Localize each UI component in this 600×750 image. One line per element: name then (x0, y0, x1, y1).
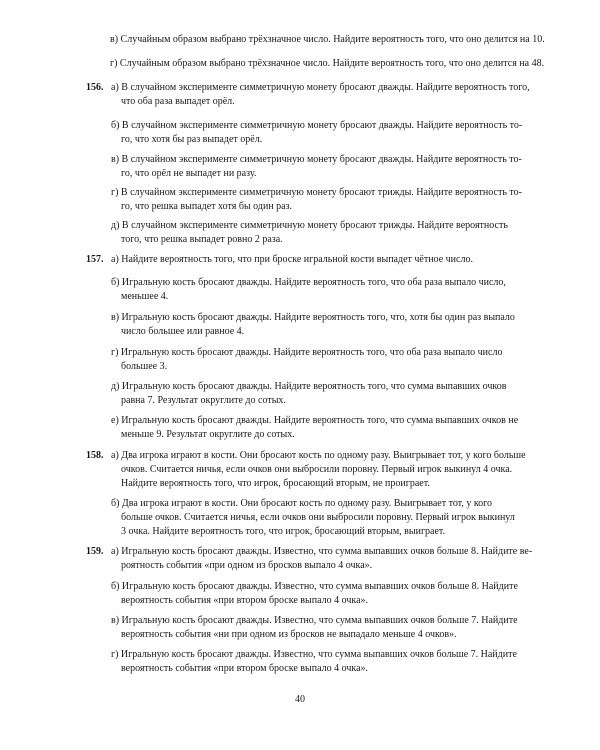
problem-156-item-a-line-2: что оба раза выпадет орёл. (121, 96, 235, 107)
problem-157-item-b-line-2: меньшее 4. (121, 291, 169, 302)
problem-157-item-g-line-1: г) Игральную кость бросают дважды. Найдите вероятность того, что оба раза выпало число (111, 347, 503, 358)
problem-158-item-b-line-1: б) Два игрока играют в кости. Они бросают кость по одному разу. Выигрывает тот, у кого (111, 498, 493, 509)
problem-156-item-v-line-2: го, что орёл не выпадет ни разу. (121, 168, 257, 179)
problem-159-item-g-line-1: г) Игральную кость бросают дважды. Известно, что сумма выпавших очков больше 7. Найдите (111, 649, 517, 660)
page-number: 40 (295, 694, 305, 705)
problem-number-158: 158. (86, 450, 104, 461)
problem-157-item-a-line-1: а) Найдите вероятность того, что при броске игральной кости выпадет чётное число. (111, 254, 473, 265)
problem-156-item-g-line-1: г) В случайном эксперименте симметричную монету бросают трижды. Найдите вероятность то- (111, 187, 522, 198)
problem-159-item-a-line-2: роятность события «при одном из бросков выпало 4 очка». (121, 560, 373, 571)
problem-156-item-d-line-1: д) В случайном эксперименте симметричную монету бросают трижды. Найдите вероятность (111, 220, 508, 231)
problem-156-item-d-line-2: того, что решка выпадет ровно 2 раза. (121, 234, 283, 245)
problem-158-item-b-line-3: 3 очка. Найдите вероятность того, что игрок, бросающий вторым, выиграет. (121, 526, 446, 537)
problem-number-156: 156. (86, 82, 104, 93)
problem-159-item-a-line-1: а) Игральную кость бросают дважды. Известно, что сумма выпавших очков больше 8. Найдите ве- (111, 546, 533, 557)
problem-156-item-v-line-1: в) В случайном эксперименте симметричную монету бросают дважды. Найдите вероятность то- (111, 154, 522, 165)
problem-159-item-v-line-2: вероятность события «ни при одном из бросков не выпадало меньше 4 очков». (121, 629, 457, 640)
problem-159-item-g-line-2: вероятность события «при втором броске выпало 4 очка». (121, 663, 369, 674)
problem-156-item-b-line-2: го, что хотя бы раз выпадет орёл. (121, 134, 263, 145)
problem-157-item-b-line-1: б) Игральную кость бросают дважды. Найдите вероятность того, что оба раза выпало число, (111, 277, 506, 288)
problem-157-item-e-line-1: е) Игральную кость бросают дважды. Найдите вероятность того, что сумма выпавших очков не (111, 415, 519, 426)
problem-158-item-a-line-3: Найдите вероятность того, что игрок, бросающий вторым, не проиграет. (121, 478, 430, 489)
problem-157-item-v-line-2: число большее или равное 4. (121, 326, 245, 337)
problem-159-item-b-line-1: б) Игральную кость бросают дважды. Известно, что сумма выпавших очков больше 8. Найдите (111, 581, 518, 592)
problem-159-item-b-line-2: вероятность события «при втором броске выпало 4 очка». (121, 595, 369, 606)
problem-157-item-v-line-1: в) Игральную кость бросают дважды. Найдите вероятность того, что, хотя бы один раз выпало (111, 312, 515, 323)
problem-157-item-g-line-2: большее 3. (121, 361, 168, 372)
problem-159-item-v-line-1: в) Игральную кость бросают дважды. Известно, что сумма выпавших очков больше 7. Найдите (111, 615, 518, 626)
problem-155-item-v-line-1: в) Случайным образом выбрано трёхзначное число. Найдите вероятность того, что оно делится на 10. (110, 34, 545, 45)
problem-number-157: 157. (86, 254, 104, 265)
problem-158-item-a-line-2: очков. Считается ничья, если очков они выбросили поровну. Первый игрок выкинул 4 очка. (121, 464, 513, 475)
problem-157-item-d-line-1: д) Игральную кость бросают дважды. Найдите вероятность того, что сумма выпавших очков (111, 381, 507, 392)
problem-157-item-d-line-2: равна 7. Результат округлите до сотых. (121, 395, 286, 406)
problem-155-item-g-line-1: г) Случайным образом выбрано трёхзначное число. Найдите вероятность того, что оно делится на 48. (110, 58, 545, 69)
problem-158-item-b-line-2: больше очков. Считается ничья, если очков они выбросили поровну. Первый игрок выкинул (121, 512, 515, 523)
problem-156-item-b-line-1: б) В случайном эксперименте симметричную монету бросают дважды. Найдите вероятность то- (111, 120, 523, 131)
problem-number-159: 159. (86, 546, 104, 557)
problem-157-item-e-line-2: меньше 9. Результат округлите до сотых. (121, 429, 295, 440)
problem-158-item-a-line-1: а) Два игрока играют в кости. Они бросают кость по одному разу. Выигрывает тот, у кого больше (111, 450, 526, 461)
problem-156-item-a-line-1: а) В случайном эксперименте симметричную монету бросают дважды. Найдите вероятность того, (111, 82, 530, 93)
problem-156-item-g-line-2: го, что решка выпадет хотя бы один раз. (121, 201, 293, 212)
